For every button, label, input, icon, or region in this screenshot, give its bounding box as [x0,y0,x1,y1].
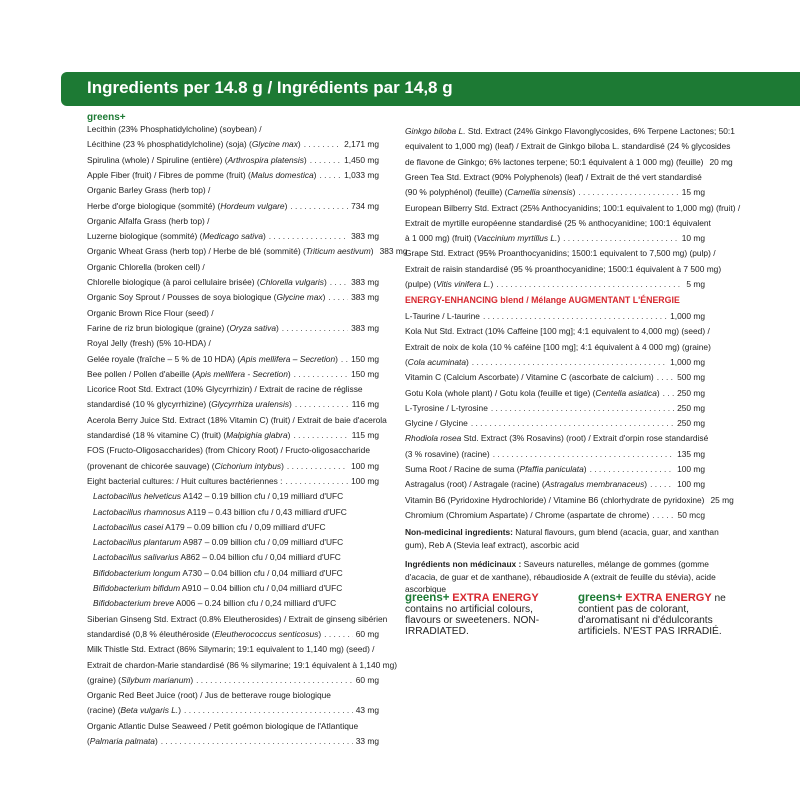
ingredient-line [405,263,722,274]
ingredient-line [87,170,379,180]
ingredient-text: Grape Std. Extract (95% Proanthocyanidins; 1500:1 equivalent to 7,500 mg) (pulp) / [405,248,716,259]
ingredient-line [87,124,379,134]
ingredient-text: European Bilberry Std. Extract (25% Anthocyanidins; 100:1 equivalent to 1,000 mg) (fruit) / [405,202,741,213]
ingredient-text: Organic Red Beet Juice (root) / Jus de betterave rouge biologique [87,690,331,701]
ingredient-line [87,675,379,685]
ingredient-leader [286,476,349,486]
ingredient-text: Chlorelle biologique (à paroi cellulaire brisée) (Chlorella vulgaris) [87,277,327,287]
energy-ingredient-amount: 25 mg [710,494,734,505]
energy-ingredient-text: (3 % rosavine) (racine) [405,448,490,459]
ingredient-amount: 33 mg [355,736,379,746]
ingredient-line [87,155,379,165]
ingredient-leader [304,139,341,149]
ingredient-text: Ginkgo biloba L. Std. Extract (24% Ginkgo Flavonglycosides, 6% Terpene Lactones; 50:1 [405,126,735,136]
ingredient-amount: 5 mg [686,279,705,289]
ingredient-amount: 43 mg [355,705,379,716]
energy-ingredient-leader [650,479,674,489]
ingredient-line [87,613,388,624]
ingredient-line [87,690,379,700]
ingredient-line [87,644,379,654]
energy-ingredient-line [405,326,710,337]
ingredient-amount: 15 mg [681,187,705,198]
ingredient-text: Lecithin (23% Phosphatidylcholine) (soybean) / [87,124,262,134]
ingredient-line [87,721,379,731]
ingredient-text: Organic Alfalfa Grass (herb top) / [87,215,210,226]
energy-ingredient-amount: 250 mg [677,402,705,413]
ingredient-line [87,231,379,241]
ingredient-line [87,216,379,226]
non-medicinal-en-text: Natural flavours, gum blend (acacia, guar, and xanthan gum), Reb A (Stevia leaf extract), ascorbic acid [405,527,719,550]
claim-en-text: contains no artificial colours, flavours or sweeteners. NON-IRRADIATED. [405,604,540,637]
ingredient-leader [290,201,348,211]
ingredient-line [87,185,379,195]
ingredient-text: standardisé (0,8 % éleuthéroside (Eleutherococcus senticosus) [87,628,322,639]
energy-ingredient-leader [491,403,674,413]
energy-ingredient-line [405,341,711,352]
energy-ingredient-line [405,433,709,444]
ingredient-line [87,139,379,149]
energy-ingredient-amount: 100 mg [677,479,705,490]
energy-ingredient-line [405,494,734,505]
energy-ingredient-line [405,372,705,382]
ingredient-text: Extrait de chardon-Marie standardisé (86 % silymarine; 19:1 équivalent à 1,140 mg) [87,659,398,670]
ingredient-text: Organic Barley Grass (herb top) / [87,185,211,196]
energy-ingredient-text: Glycine / Glycine [405,418,468,429]
ingredient-amount: 115 mg [351,430,379,440]
ingredient-text: Herbe d'orge biologique (sommité) (Hordeum vulgare) [87,200,288,211]
page-title: Ingredients per 14.8 g / Ingrédients par 14,8 g [87,78,453,97]
ingredient-line [405,233,705,243]
ingredient-text: Acerola Berry Juice Std. Extract (18% Vitamin C) (fruit) / Extrait de baie d'acerola [87,414,387,425]
ingredient-text: Organic Brown Rice Flour (seed) / [87,307,214,318]
ingredient-text: Spirulina (whole) / Spiruline (entière) (Arthrospira platensis) [87,154,307,165]
ingredient-line [405,217,711,228]
ingredient-text: equivalent to 1,000 mg) (leaf) / Extrait de Ginkgo biloba L. standardisé (24 % glycosides [405,141,731,152]
ingredient-amount: 383 mg [351,277,379,287]
ingredient-text: Lactobacillus helveticus A142 – 0.19 billion cfu / 0,19 milliard d'UFC [93,491,344,502]
claim-fr-lead: ne [714,593,726,604]
ingredient-leader [293,430,348,440]
energy-ingredient-text: (Cola acuminata) [405,356,469,367]
ingredient-text: Organic Soy Sprout / Pousses de soya biologique (Glycine max) [87,292,326,303]
energy-ingredient-leader [663,388,674,398]
ingredient-line [87,476,379,486]
ingredient-line [405,126,735,136]
energy-ingredient-text: Suma Root / Racine de suma (Pfaffia paniculata) [405,464,587,474]
ingredient-leader [319,170,341,180]
ingredient-text: Bifidobacterium bifidum A910 – 0.04 billion cfu / 0,04 milliard d'UFC [93,583,343,593]
energy-ingredient-text: Rhodiola rosea Std. Extract (3% Rosavins) (root) / Extrait d'orpin rose standardisé [405,433,709,444]
ingredient-text: Lactobacillus rhamnosus A119 – 0.43 billion cfu / 0,43 milliard d'UFC [93,506,347,517]
ingredient-leader [341,354,348,364]
claim-fr-product: EXTRA ENERGY [625,592,712,604]
non-medicinal-fr-text: Saveurs naturelles, mélange de gommes (gomme d'acacia, de guar et de xanthane), rébaudioside A (extrait de feuille du stévia), acide ascorbique [405,559,716,594]
energy-ingredient-leader [471,418,674,428]
energy-ingredient-line [405,403,705,413]
energy-ingredient-amount: 250 mg [677,387,705,398]
ingredient-amount: 100 mg [351,475,379,486]
ingredient-amount: 60 mg [355,674,379,685]
ingredient-leader [282,323,348,333]
ingredient-amount: 116 mg [351,399,379,410]
ingredient-line [87,399,379,409]
ingredient-text: (racine) (Beta vulgaris L.) [87,705,182,716]
ingredient-text: Bifidobacterium breve A006 – 0.24 billion cfu / 0,24 milliard d'UFC [93,598,337,609]
energy-ingredient-text: Kola Nut Std. Extract (10% Caffeine [100 mg]; 4:1 equivalent to 4,000 mg) (seed) / [405,326,710,337]
claim-fr-brand: greens+ [578,592,623,604]
energy-ingredient-text: Extrait de noix de kola (10 % caféine [100 mg]; 4:1 équivalent à 4 000 mg) (graine) [405,341,711,352]
ingredient-line [87,414,387,425]
ingredient-text: Licorice Root Std. Extract (10% Glycyrrhizin) / Extrait de racine de réglisse [87,384,363,395]
energy-ingredient-amount: 100 mg [677,464,705,474]
ingredient-line [405,248,716,259]
ingredient-line [87,629,379,639]
ingredient-text: Green Tea Std. Extract (90% Polyphenols) (leaf) / Extrait de thé vert standardisé [405,171,702,182]
brand-heading: greens+ [87,112,126,123]
energy-ingredient-amount: 135 mg [677,448,705,459]
ingredient-text: Lactobacillus salivarius A862 – 0.04 billion cfu / 0,04 milliard d'UFC [93,552,341,563]
energy-ingredient-amount: 250 mg [677,418,705,429]
ingredient-line [93,491,385,501]
energy-blend-heading: ENERGY-ENHANCING blend / Mélange AUGMENTANT L'ÉNERGIE [405,295,680,305]
ingredient-amount: 150 mg [351,353,379,364]
energy-ingredient-leader [483,311,667,321]
claim-en-product: EXTRA ENERGY [452,592,539,604]
ingredient-line [405,141,731,152]
ingredient-text: (graine) (Silybum marianum) [87,674,194,685]
energy-ingredient-line [405,464,705,474]
energy-ingredient-amount: 50 mcg [677,509,705,520]
ingredient-line [87,338,379,348]
ingredient-text: Siberian Ginseng Std. Extract (0.8% Eleutherosides) / Extrait de ginseng sibérien [87,613,388,624]
ingredient-leader [496,279,683,289]
ingredient-line [93,568,385,578]
ingredient-text: Milk Thistle Std. Extract (86% Silymarin; 19:1 equivalent to 1,140 mg) (seed) / [87,644,375,655]
ingredient-line [87,354,379,364]
ingredient-leader [161,736,353,746]
ingredient-amount: 10 mg [681,233,705,244]
ingredient-line [93,522,385,532]
energy-ingredient-line [405,418,705,428]
ingredient-text: Royal Jelly (fresh) (5% 10-HDA) / [87,338,211,349]
ingredient-text: (Palmaria palmata) [87,736,158,746]
ingredient-line [87,262,379,272]
ingredient-line [87,201,379,211]
ingredient-text: de flavone de Ginkgo; 6% lactones terpene; 50:1 équivalent à 1 000 mg) (feuille) [405,156,704,167]
non-medicinal-en-label: Non-medicinal ingredients: [405,527,513,537]
ingredient-text: à 1 000 mg) (fruit) (Vaccinium myrtillus L.) [405,233,561,244]
ingredient-amount: 383 mg [351,292,379,303]
ingredient-line [93,537,385,547]
energy-ingredient-text: Gotu Kola (whole plant) / Gotu kola (feuille et tige) (Centella asiatica) [405,387,660,398]
ingredient-line [93,507,385,517]
ingredient-amount: 2,171 mg [344,139,379,150]
ingredient-line [87,246,408,257]
ingredient-text: Luzerne biologique (sommité) (Medicago sativa) [87,231,266,242]
ingredient-amount: 1,450 mg [344,154,379,165]
ingredient-amount: 100 mg [351,460,379,471]
ingredient-line [93,598,385,608]
ingredient-amount: 60 mg [355,628,379,639]
energy-ingredient-text: Vitamin C (Calcium Ascorbate) / Vitamine C (ascorbate de calcium) [405,372,654,383]
ingredient-text: Lactobacillus casei A179 – 0.09 billion cfu / 0,09 milliard d'UFC [93,521,326,532]
ingredient-line [405,202,741,213]
energy-ingredient-text: Astragalus (root) / Astragale (racine) (Astragalus membranaceus) [405,479,648,490]
ingredient-line [87,277,379,287]
ingredient-text: (pulpe) (Vitis vinifera L.) [405,279,494,289]
energy-ingredient-amount: 1,000 mg [670,311,705,321]
ingredient-amount: 1,033 mg [344,169,379,180]
ingredient-leader [184,705,353,715]
ingredient-text: (90 % polyphénol) (feuille) (Camellia sinensis) [405,187,576,198]
ingredient-line [405,156,733,167]
ingredient-amount: 383 mg [351,231,379,242]
ingredient-line [93,552,385,562]
ingredient-text: Farine de riz brun biologique (graine) (Oryza sativa) [87,322,279,333]
energy-ingredient-text: Chromium (Chromium Aspartate) / Chrome (aspartate de chrome) [405,509,650,520]
ingredient-text: Lécithine (23 % phosphatidylcholine) (soja) (Glycine max) [87,139,301,150]
energy-ingredient-line [405,311,705,321]
non-medicinal-en [405,526,725,551]
ingredient-leader [310,155,341,165]
ingredient-line [87,736,379,746]
ingredient-text: (provenant de chicorée sauvage) (Cichorium intybus) [87,460,284,471]
ingredient-line [87,659,398,670]
ingredient-leader [324,629,353,639]
ingredient-line [87,430,379,440]
ingredient-leader [196,675,353,685]
ingredient-text: Organic Wheat Grass (herb top) / Herbe de blé (sommité) (Triticum aestivum) [87,246,374,257]
ingredient-leader [563,233,679,243]
ingredient-line [405,279,705,289]
claim-en [405,593,565,637]
ingredient-leader [287,461,348,471]
ingredient-text: Gelée royale (fraîche – 5 % de 10 HDA) (Apis mellifera – Secretion) [87,353,338,364]
ingredient-text: Apple Fiber (fruit) / Fibres de pomme (fruit) (Malus domestica) [87,169,317,180]
energy-ingredient-amount: 1,000 mg [670,356,705,367]
ingredient-amount: 383 mg [379,246,408,257]
energy-ingredient-leader [652,510,674,520]
ingredient-amount: 150 mg [351,368,379,379]
ingredient-line [87,445,379,455]
energy-ingredient-line [405,479,705,489]
energy-ingredient-line [405,357,705,367]
ingredient-leader [330,277,348,287]
ingredient-text: Extrait de myrtille européenne standardisé (25 % anthocyanidine; 100:1 équivalent [405,217,711,228]
ingredient-text: standardisé (10 % glycyrrhizine) (Glycyrrhiza uralensis) [87,399,292,410]
ingredient-line [87,384,379,394]
energy-ingredient-amount: 500 mg [677,372,705,383]
ingredient-leader [578,187,678,197]
ingredient-leader [269,231,348,241]
ingredient-text: Organic Chlorella (broken cell) / [87,261,205,272]
ingredient-text: Organic Atlantic Dulse Seaweed / Petit goémon biologique de l'Atlantique [87,720,359,731]
claim-fr-text: contient pas de colorant, d'aromatisant ni d'édulcorants artificiels. N'EST PAS IRRADIÉ. [578,604,722,637]
non-medicinal-fr [405,558,725,596]
ingredient-amount: 734 mg [351,200,379,211]
claim-fr [578,593,738,637]
ingredient-line [405,187,705,197]
energy-ingredient-text: Vitamin B6 (Pyridoxine Hydrochloride) / Vitamine B6 (chlorhydrate de pyridoxine) [405,494,705,505]
non-medicinal-fr-label: Ingrédients non médicinaux : [405,559,522,569]
ingredient-line [87,461,379,471]
ingredient-text: Bee pollen / Pollen d'abeille (Apis mellifera - Secretion) [87,368,291,379]
energy-ingredient-line [405,449,705,459]
ingredient-leader [328,292,348,302]
energy-ingredient-leader [472,357,667,367]
ingredient-line [87,369,379,379]
energy-ingredient-line [405,510,705,520]
ingredient-text: Lactobacillus plantarum A987 – 0.09 billion cfu / 0,09 milliard d'UFC [93,537,344,548]
energy-ingredient-text: L-Taurine / L-taurine [405,311,480,321]
ingredient-leader [294,369,348,379]
title-banner [61,72,800,106]
ingredient-line [87,308,379,318]
claim-en-brand: greens+ [405,592,450,604]
ingredient-line [405,172,705,182]
energy-ingredient-leader [590,464,674,474]
ingredient-line [87,292,379,302]
ingredient-line [87,323,379,333]
energy-ingredient-line [405,388,705,398]
energy-ingredient-leader [493,449,674,459]
energy-ingredient-leader [657,372,674,382]
ingredient-amount: 383 mg [351,322,379,333]
ingredient-text: Eight bacterial cultures: / Huit cultures bactériennes : [87,475,283,486]
ingredient-text: Extrait de raisin standardisé (95 % proanthocyanidine; 1500:1 équivalent à 7 500 mg) [405,263,722,274]
ingredient-text: standardisé (18 % vitamine C) (fruit) (Malpighia glabra) [87,430,291,440]
ingredient-line [93,583,385,593]
ingredient-text: Bifidobacterium longum A730 – 0.04 billion cfu / 0,04 milliard d'UFC [93,567,343,578]
ingredient-leader [295,399,349,409]
energy-ingredient-text: L-Tyrosine / L-tyrosine [405,402,488,413]
ingredient-line [87,705,379,715]
ingredient-text: FOS (Fructo-Oligosaccharides) (from Chicory Root) / Fructo-oligosaccharide [87,445,370,456]
ingredient-amount: 20 mg [709,156,733,167]
